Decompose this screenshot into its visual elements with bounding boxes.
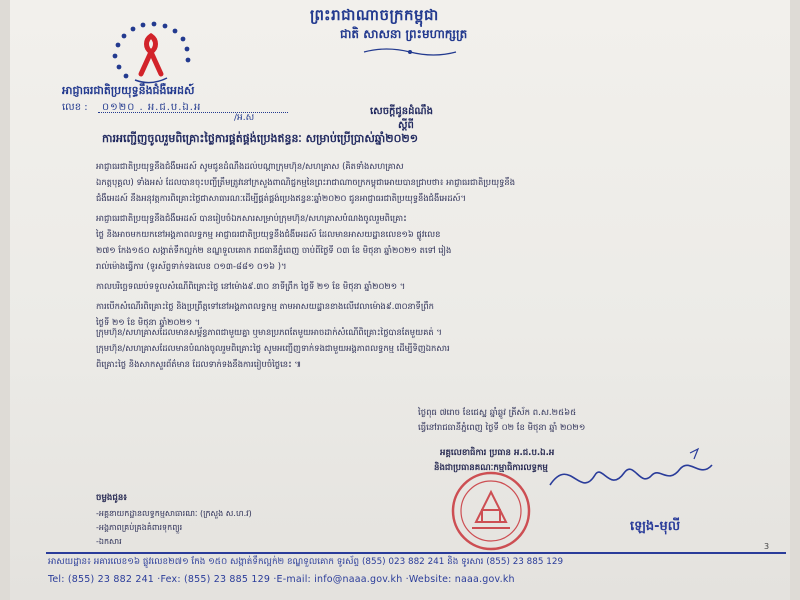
cc-item: -អគ្គនាយកដ្ឋានលទ្ធកម្មសាធារណៈ (ក្រសួង ស.ហ.វ) bbox=[96, 509, 252, 518]
paragraph-intro bbox=[96, 158, 674, 206]
paragraph-line: ថ្ងៃទី ២១ ខែ មិថុនា ឆ្នាំ២០២១ ។ bbox=[96, 317, 201, 327]
cc-item: -ឯកសារ bbox=[96, 537, 122, 546]
paragraph-line: អាជ្ញាធរជាតិប្រយុទ្ធនឹងជំងឺអេដស៍ សូមជូនដំណឹងដល់បណ្តាក្រុមហ៊ុន/សហគ្រាស (គិតទាំងសហគ្រាស bbox=[96, 161, 404, 171]
date-lunar: ថ្ងៃពុធ ៧រោច ខែជេស្ឋ ឆ្នាំឆ្លូវ ត្រីស័ក ព.ស.២៥៦៥ bbox=[418, 408, 577, 418]
reference-suffix: /អ.ស bbox=[234, 113, 255, 123]
paragraph-line: ២៧១ កែង១៥០ សង្កាត់ទឹកល្អក់២ ខណ្ឌទួលគោក រាជធានីភ្នំពេញ ចាប់ពីថ្ងៃទី ០៣ ខែ មិថុនា ឆ្នាំ២០២១ តទៅ រៀង bbox=[96, 245, 452, 255]
notice-subject: ការអញ្ជើញចូលរួមពិគ្រោះថ្លៃការផ្គត់ផ្គង់ប្រេងឥន្ធនៈ សម្រាប់ប្រើប្រាស់ឆ្នាំ២០២១ bbox=[102, 132, 419, 145]
notice-subject-label: ស្តីពី bbox=[398, 120, 414, 131]
footer-contact: Tel: (855) 23 882 241 ·Fex: (855) 23 885 129 ·E-mail: info@naaa.gov.kh ·Website: naaa.gov.kh bbox=[48, 574, 515, 585]
naa-logo-icon bbox=[105, 18, 197, 88]
paragraph-line: ក្រុមហ៊ុន/សហគ្រាសដែលមានសម្ព័ន្ធភាពជាមួយគ្នា ឬមានប្រភពតែមួយអាចដាក់សំណើពិគ្រោះថ្លៃបានតែមួយគត់ ។ bbox=[96, 327, 442, 337]
paragraph-line: ក្រុមហ៊ុន/សហគ្រាសដែលមានបំណងចូលរួមពិគ្រោះថ្លៃ សូមអញ្ជើញទាក់ទងជាមួយអង្គភាពលទ្ធកម្ម ដើម្បីទិញឯកសារ bbox=[96, 343, 450, 353]
kingdom-header: ព្រះរាជាណាចក្រកម្ពុជា bbox=[310, 6, 439, 24]
cc-title: ចម្លងជូន៖ bbox=[96, 493, 128, 503]
ornament-divider-icon bbox=[362, 46, 458, 58]
paragraph-line: ថ្លៃ និងអាចមកយកនៅអង្គភាពលទ្ធកម្ម អាជ្ញាធរជាតិប្រយុទ្ធនឹងជំងឺអេដស៍ ដែលមានអាសយដ្ឋានលេខ១៦ ផ្លូវលេខ bbox=[96, 229, 441, 239]
paragraph-deadline bbox=[96, 278, 674, 294]
reference-number: ០១២០ . អ.ជ.ប.ឯ.អ bbox=[102, 102, 202, 113]
handwritten-signature-icon bbox=[540, 445, 720, 505]
date-solar: ធ្វើនៅរាជធានីភ្នំពេញ ថ្ងៃទី ០២ ខែ មិថុនា ឆ្នាំ ២០២១ bbox=[418, 423, 586, 433]
paragraph-line: រាល់ម៉ោងធ្វើការ (ទូរស័ព្ទទាក់ទងលេខ ០១៣-៨៨១ ០១៦ )។ bbox=[96, 261, 287, 271]
reference-label: លេខ : bbox=[62, 102, 88, 113]
footer-divider bbox=[46, 552, 786, 554]
official-seal-icon bbox=[450, 470, 532, 552]
paragraph-documents bbox=[96, 210, 674, 274]
paragraph-line: អាជ្ញាធរជាតិប្រយុទ្ធនឹងជំងឺអេដស៍ បានរៀបចំឯកសារសម្រាប់ក្រុមហ៊ុន/សហគ្រាសបំណងចូលរួមពិគ្រោះ bbox=[96, 213, 407, 223]
paragraph-line: ការបើកសំណើរពិគ្រោះថ្លៃ និងប្រព្រឹត្តទៅនៅអង្គភាពលទ្ធកម្ម តាមអាសយដ្ឋានខាងលើវេលាម៉ោង៩.៣០នាទីព្រឹក bbox=[96, 301, 434, 311]
org-name: អាជ្ញាធរជាតិប្រយុទ្ធនឹងជំងឺអេដស៍ bbox=[62, 84, 195, 97]
cc-item: -អង្គភាពគ្រប់គ្រងគំពារទុកព្យួរ bbox=[96, 523, 183, 532]
signer-committee: និងជាប្រធានគណៈកម្មាធិការលទ្ធកម្ម bbox=[434, 463, 548, 473]
motto-header: ជាតិ សាសនា ព្រះមហាក្សត្រ bbox=[340, 27, 468, 41]
signer-title: អគ្គលេខាធិការ ប្រធាន អ.ជ.ប.ឯ.អ bbox=[440, 448, 555, 458]
paragraph-line: ពិគ្រោះថ្លៃ និងសាកសួរព័ត៌មាន ដែលទាក់ទងនឹងការរៀបចំថ្លៃនេះ ៕ bbox=[96, 359, 302, 369]
notice-title: សេចក្តីជូនដំណឹង bbox=[370, 106, 433, 117]
paragraph-line: ឯកត្តបុគ្គល) ទាំងអស់ ដែលបានចុះបញ្ជីត្រឹមត្រូវនៅក្រសួងពាណិជ្ជកម្មនៃព្រះរាជាណាចក្រកម្ពុជាអោយបានជ្រាបថា៖ អាជ្ញាធរជាតិប្រយុទ្ធនឹង bbox=[96, 177, 516, 187]
paragraph-conditions bbox=[96, 324, 674, 372]
paragraph-line: ជំងឺអេដស៍ នឹងអនុវត្តការពិគ្រោះថ្លៃជាសាធារណៈដើម្បីផ្គត់ផ្គង់ប្រេងឥន្ធនៈឆ្នាំ២០២០ ជូនអាជ្ញាធរជាតិប្រយុទ្ធនឹងជំងឺអេដស៍។ bbox=[96, 193, 467, 203]
paragraph-line: កាលបរិច្ឆេទឈប់ទទួលសំណើពិគ្រោះថ្លៃ នៅម៉ោង៩.៣០ នាទីព្រឹក ថ្ងៃទី ២១ ខែ មិថុនា ឆ្នាំ២០២១ ។ bbox=[96, 281, 406, 291]
document-page bbox=[10, 0, 790, 600]
reference-dotted-line bbox=[98, 112, 288, 113]
footer-address: អាសយដ្ឋាន៖ អគារលេខ១៦ ផ្លូវលេខ២៧១ កែង ១៥០ សង្កាត់ទឹកល្អក់២ ខណ្ឌទួលគោក ទូរស័ព្ទ (855) 023 882 241 និង ទូរសារ (855) 23 885 129 bbox=[48, 557, 564, 567]
signer-name: ឡេង-មុលី bbox=[630, 519, 681, 534]
page-number: 3 bbox=[764, 542, 770, 551]
